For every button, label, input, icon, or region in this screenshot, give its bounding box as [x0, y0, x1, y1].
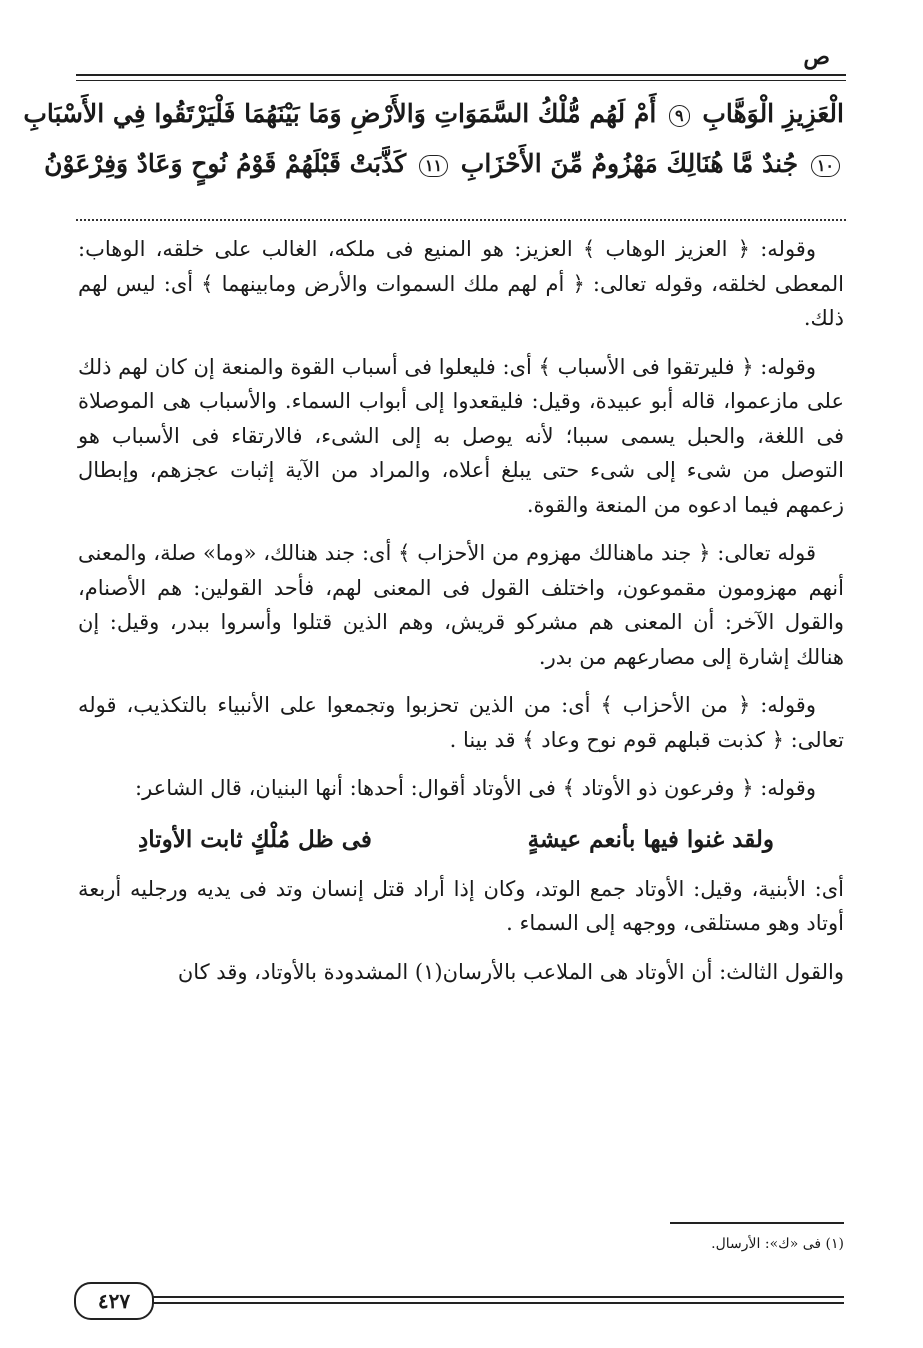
verse-text: كَذَّبَتْ قَبْلَهُمْ قَوْمُ نُوحٍ وَعَادٌ وَفِرْعَوْنُ — [44, 149, 407, 178]
footer-rule-top — [120, 1296, 844, 1298]
commentary-paragraph: وقوله: ﴿ من الأحزاب ﴾ أى: من الذين تحزبوا وتجمعوا على الأنبياء بالتكذيب، قوله تعالى: ﴿ كذبت قبلهم قوم نوح وعاد ﴾ قد بينا . — [78, 693, 844, 752]
header-rule-top — [76, 74, 846, 76]
header-rule-bottom — [76, 80, 846, 81]
verse-text: أَمْ لَهُم مُّلْكُ السَّمَوَاتِ وَالأَرْضِ وَمَا بَيْنَهُمَا فَلْيَرْتَقُوا فِي الأَسْبَابِ — [23, 99, 657, 128]
poem-hemistich-second: فى ظل مُلْكٍ ثابت الأوتادِ — [138, 825, 372, 853]
commentary-paragraph: وقوله: ﴿ وفرعون ذو الأوتاد ﴾ فى الأوتاد أقوال: أحدها: أنها البنيان، قال الشاعر: — [135, 776, 816, 800]
commentary-paragraph: وقوله: ﴿ فليرتقوا فى الأسباب ﴾ أى: فليعلوا فى أسباب القوة والمنعة إن كان لهم ذلك على مازعموا، قاله أبو عبيدة، وقيل: فليقعدوا إلى أبواب السماء. والأسباب هى الموصلاة فى اللغة، والحبل يسمى سببا؛ لأنه يوصل به إلى الشىء، فالارتقاء فى الأسباب هو التوصل من شىء إلى شىء حتى يبلغ أعلاه، والمراد من الآية إثبات عجزهم، وإبطال زعمهم فيما ادعوه من المنعة والقوة. — [78, 354, 844, 517]
commentary-paragraph: قوله تعالى: ﴿ جند ماهنالك مهزوم من الأحزاب ﴾ أى: جند هنالك، «وما» صلة، والمعنى أنهم مهزومون مقموعون، واختلف القول فى المعنى لهم، فأحد القولين: هم الأصنام، والقول الآخر: أن المعنى هم مشركو قريش، وهم الذين قتلوا وأسروا ببدر، وقيل: إن هنالك إشارة إلى مصارعهم من بدر. — [78, 541, 844, 669]
ayah-number-marker: ١١ — [419, 155, 448, 177]
quran-verse-line-2 — [44, 146, 844, 182]
page-number: ٤٢٧ — [74, 1282, 154, 1320]
ayah-number-marker: ١٠ — [811, 155, 840, 177]
poem-hemistich-first: ولقد غنوا فيها بأنعم عيشةٍ — [527, 825, 774, 853]
poem-verse — [78, 820, 844, 860]
quran-verse-line-1 — [23, 96, 844, 132]
verse-text: الْعَزِيزِ الْوَهَّابِ — [702, 99, 844, 128]
commentary-body — [78, 232, 844, 1003]
footer-rule-bottom — [120, 1302, 844, 1304]
ayah-number-marker: ٩ — [669, 105, 690, 127]
footnote-rule — [670, 1222, 844, 1224]
verse-separator — [76, 219, 846, 221]
commentary-paragraph: وقوله: ﴿ العزيز الوهاب ﴾ العزيز: هو المنيع فى ملكه، الغالب على خلقه، الوهاب: المعطى لخلقه، وقوله تعالى: ﴿ أم لهم ملك السموات والأرض ومابينهما ﴾ أى: ليس لهم ذلك. — [78, 237, 844, 330]
surah-header-mark: ص — [803, 44, 830, 70]
verse-text: جُندٌ مَّا هُنَالِكَ مَهْزُومٌ مِّنَ الأَحْزَابِ — [460, 149, 799, 178]
commentary-paragraph: أى: الأبنية، وقيل: الأوتاد جمع الوتد، وكان إذا أراد قتل إنسان وتد فى يديه ورجليه أربعة أوتاد وهو مستلقى، ووجهه إلى السماء . — [78, 876, 844, 935]
footnote: (١) فى «ك»: الأرسال. — [711, 1236, 844, 1252]
commentary-paragraph: والقول الثالث: أن الأوتاد هى الملاعب بالأرسان(١) المشدودة بالأوتاد، وقد كان — [177, 959, 844, 984]
